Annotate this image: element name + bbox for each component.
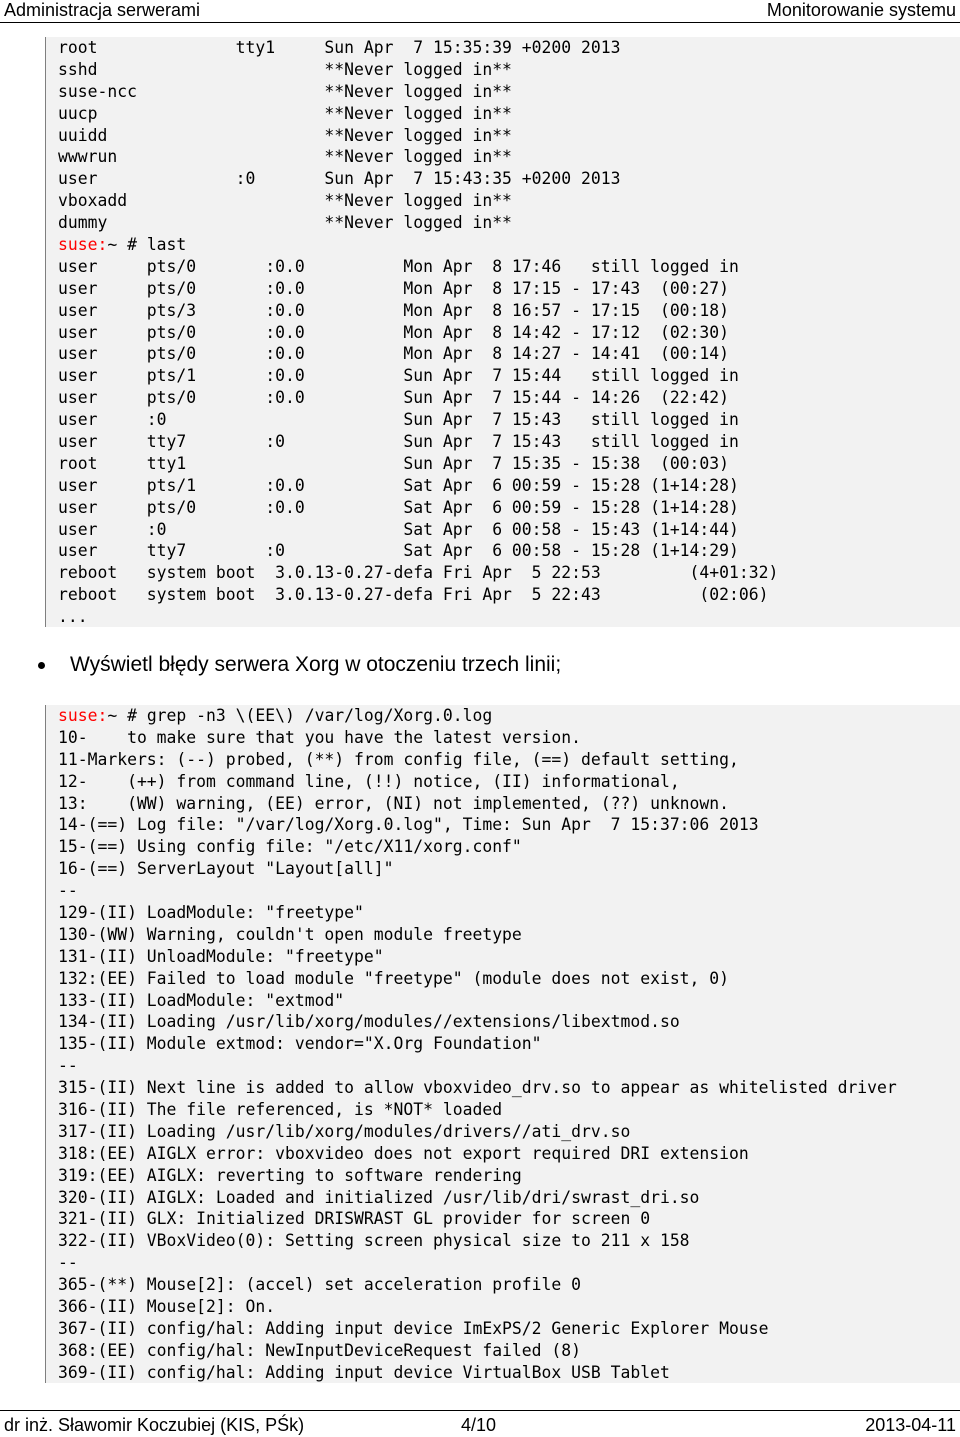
bullet-icon — [38, 662, 45, 669]
code-line: uuidd **Never logged in** — [58, 125, 512, 145]
code-line: uucp **Never logged in** — [58, 103, 512, 123]
code-line: 321-(II) GLX: Initialized DRISWRAST GL provider for screen 0 — [58, 1209, 651, 1229]
code-line: user pts/1 :0.0 Sat Apr 6 00:59 - 15:28 (1+14:28) — [58, 475, 739, 495]
code-line: 15-(==) Using config file: "/etc/X11/xorg.conf" — [58, 837, 522, 857]
code-line: user tty7 :0 Sun Apr 7 15:43 still logged in — [58, 432, 739, 452]
code-line: 132:(EE) Failed to load module "freetype" (module does not exist, 0) — [58, 968, 730, 988]
grep-command-output — [45, 705, 960, 1383]
code-line: suse-ncc **Never logged in** — [58, 81, 512, 101]
code-line: user pts/0 :0.0 Mon Apr 8 17:15 - 17:43 (00:27) — [58, 278, 730, 298]
code-line: vboxadd **Never logged in** — [58, 191, 512, 211]
prompt-host: suse: — [58, 706, 108, 725]
code-line: ... — [58, 607, 88, 627]
page-footer — [0, 1410, 960, 1437]
code-line: 131-(II) UnloadModule: "freetype" — [58, 946, 384, 966]
code-line: 315-(II) Next line is added to allow vboxvideo_drv.so to appear as whitelisted driver — [58, 1078, 897, 1098]
code-line: 14-(==) Log file: "/var/log/Xorg.0.log", Time: Sun Apr 7 15:37:06 2013 — [58, 815, 759, 835]
code-line: root tty1 Sun Apr 7 15:35 - 15:38 (00:03) — [58, 453, 730, 473]
code-line: reboot system boot 3.0.13-0.27-defa Fri Apr 5 22:53 (4+01:32) — [58, 563, 779, 583]
code-line: 365-(**) Mouse[2]: (accel) set acceleration profile 0 — [58, 1275, 582, 1295]
code-line: user pts/0 :0.0 Mon Apr 8 17:46 still logged in — [58, 256, 739, 276]
code-line: root tty1 Sun Apr 7 15:35:39 +0200 2013 — [58, 38, 621, 57]
code-line: user :0 Sat Apr 6 00:58 - 15:43 (1+14:44) — [58, 519, 739, 539]
code-line: 322-(II) VBoxVideo(0): Setting screen physical size to 211 x 158 — [58, 1231, 690, 1251]
prompt-command: ~ # grep -n3 \(EE\) /var/log/Xorg.0.log — [107, 706, 493, 725]
code-line: 10- to make sure that you have the latest version. — [58, 727, 582, 747]
code-line: 135-(II) Module extmod: vendor="X.Org Foundation" — [58, 1034, 542, 1054]
code-line: -- — [58, 881, 78, 901]
code-line: 134-(II) Loading /usr/lib/xorg/modules//extensions/libextmod.so — [58, 1012, 680, 1032]
last-command-output — [45, 37, 960, 627]
code-line: -- — [58, 1253, 78, 1273]
code-line: 367-(II) config/hal: Adding input device ImExPS/2 Generic Explorer Mouse — [58, 1318, 769, 1338]
prompt-host: suse: — [58, 235, 108, 255]
code-line: 369-(II) config/hal: Adding input device VirtualBox USB Tablet — [58, 1362, 670, 1382]
code-line: user pts/3 :0.0 Mon Apr 8 16:57 - 17:15 (00:18) — [58, 300, 730, 320]
code-line: 129-(II) LoadModule: "freetype" — [58, 903, 364, 923]
header-title-left: Administracja serwerami — [4, 0, 201, 20]
bullet-text: Wyświetl błędy serwera Xorg w otoczeniu trzech linii; — [70, 653, 562, 676]
code-line: 368:(EE) config/hal: NewInputDeviceRequest failed (8) — [58, 1340, 582, 1360]
code-line: 317-(II) Loading /usr/lib/xorg/modules/drivers//ati_drv.so — [58, 1121, 631, 1141]
code-line: 320-(II) AIGLX: Loaded and initialized /usr/lib/dri/swrast_dri.so — [58, 1187, 700, 1207]
code-line: -- — [58, 1056, 78, 1076]
code-line: user :0 Sun Apr 7 15:43:35 +0200 2013 — [58, 169, 621, 189]
code-line: 13: (WW) warning, (EE) error, (NI) not implemented, (??) unknown. — [58, 793, 730, 813]
code-line: reboot system boot 3.0.13-0.27-defa Fri Apr 5 22:43 (02:06) — [58, 585, 769, 605]
code-line: dummy **Never logged in** — [58, 213, 512, 233]
code-line: 316-(II) The file referenced, is *NOT* loaded — [58, 1100, 503, 1120]
code-line: user :0 Sun Apr 7 15:43 still logged in — [58, 410, 739, 430]
footer-page-number: 4/10 — [461, 1415, 497, 1435]
code-line: 130-(WW) Warning, couldn't open module freetype — [58, 924, 522, 944]
code-line: 133-(II) LoadModule: "extmod" — [58, 990, 345, 1010]
code-line: sshd **Never logged in** — [58, 59, 512, 79]
header-title-right: Monitorowanie systemu — [766, 0, 956, 20]
page-header — [0, 0, 960, 23]
prompt-command: ~ # last — [107, 235, 187, 255]
code-line: 318:(EE) AIGLX error: vboxvideo does not export required DRI extension — [58, 1143, 749, 1163]
code-line: user tty7 :0 Sat Apr 6 00:58 - 15:28 (1+14:29) — [58, 541, 739, 561]
code-line: user pts/0 :0.0 Sun Apr 7 15:44 - 14:26 (22:42) — [58, 388, 730, 408]
code-line: user pts/1 :0.0 Sun Apr 7 15:44 still logged in — [58, 366, 739, 386]
code-line: user pts/0 :0.0 Mon Apr 8 14:42 - 17:12 (02:30) — [58, 322, 730, 342]
code-line: user pts/0 :0.0 Mon Apr 8 14:27 - 14:41 (00:14) — [58, 344, 730, 364]
footer-author: dr inż. Sławomir Koczubiej (KIS, PŚk) — [4, 1415, 305, 1435]
code-line: 366-(II) Mouse[2]: On. — [58, 1297, 276, 1317]
shell-prompt-line — [58, 705, 960, 727]
code-line: user pts/0 :0.0 Sat Apr 6 00:59 - 15:28 (1+14:28) — [58, 497, 739, 517]
code-line: 16-(==) ServerLayout "Layout[all]" — [58, 859, 394, 879]
code-line: 319:(EE) AIGLX: reverting to software rendering — [58, 1165, 522, 1185]
code-line: 11-Markers: (--) probed, (**) from config file, (==) default setting, — [58, 749, 739, 769]
footer-date: 2013-04-11 — [865, 1415, 956, 1435]
shell-prompt-line — [58, 234, 960, 256]
code-line: wwwrun **Never logged in** — [58, 147, 512, 167]
code-line: 12- (++) from command line, (!!) notice, (II) informational, — [58, 771, 680, 791]
